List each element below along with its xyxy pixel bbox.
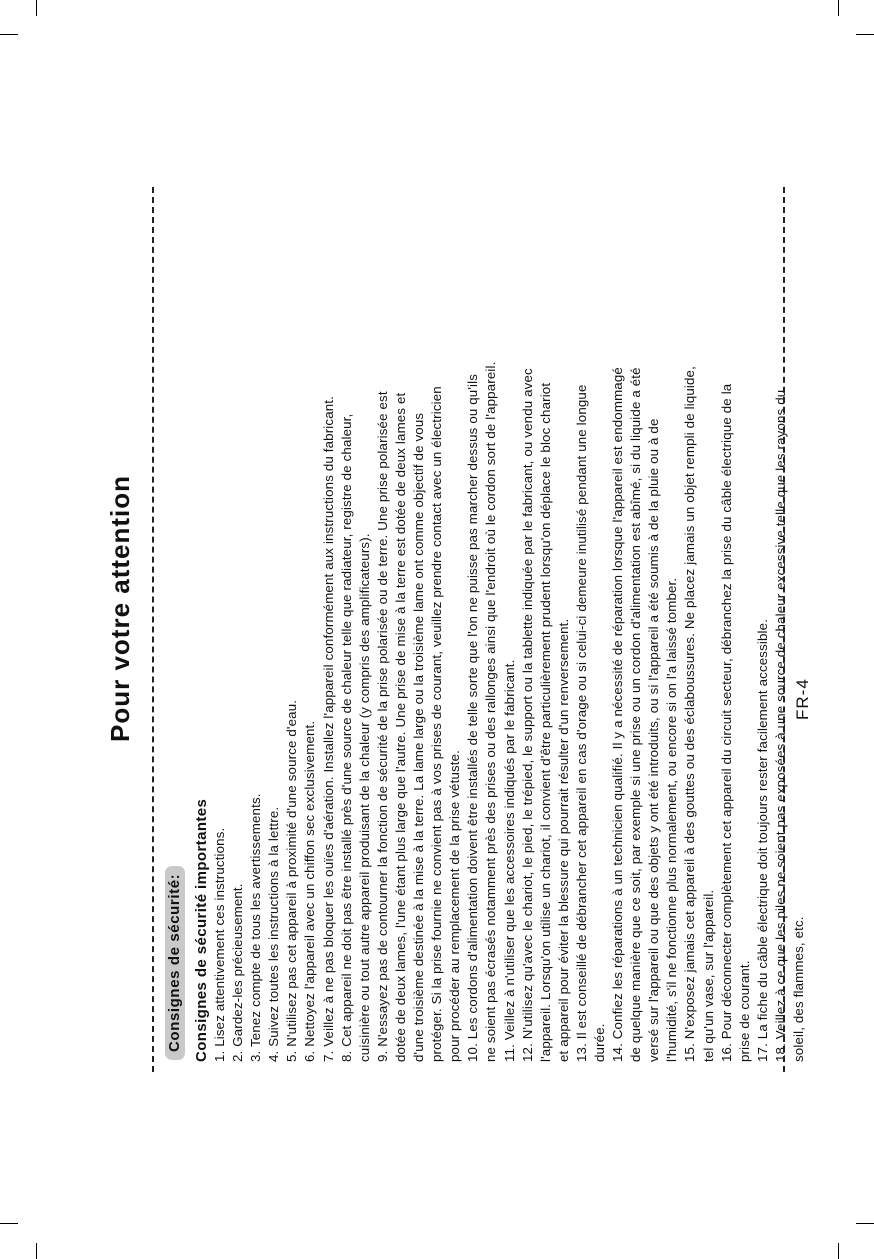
instruction-line: soleil, des flammes, etc.: [791, 916, 806, 1062]
safety-instructions: [193, 192, 808, 1062]
section-label: Consignes de sécurité:: [165, 866, 185, 1060]
crop-mark: [856, 34, 874, 35]
page-title: Pour votre attention: [105, 474, 135, 742]
dashed-divider-bottom: [783, 187, 785, 1072]
instruction-line: d'une troisième destinée à la mise à la terre. La lame large ou la troisième lame ont comme objectif de vous: [411, 412, 427, 1062]
instruction-line: 2. Gardez-les précieusement.: [230, 883, 246, 1062]
crop-mark: [856, 1223, 874, 1224]
instruction-line: durée.: [591, 1023, 607, 1062]
instruction-line: 9. N'essayez pas de contourner la fonction de sécurité de la prise polarisée ou de terre. Une prise polarisée est: [374, 391, 390, 1062]
instruction-line: dotée de deux lames, l'une étant plus large que l'autre. Une prise de mise à la terre est dotée de deux lames et: [392, 392, 408, 1062]
instruction-line: 12. N'utilisez qu'avec le chariot, le pied, le trépied, le support ou la tablette indiquée par le fabricant, ou vendu avec: [519, 368, 535, 1062]
dashed-divider-top: [152, 187, 154, 1072]
instruction-line: l'humidité, s'il ne fonctionne plus normalement, ou encore si on l'a laissé tomber.: [664, 577, 680, 1062]
instruction-line: versé sur l'appareil ou que des objets y ont été introduits, ou si l'appareil a été soumis à de la pluie ou à de: [646, 418, 662, 1062]
instruction-line: 14. Confiez les réparations à un technicien qualifié. Il y a nécessité de réparation lorsque l'appareil est endommagé: [610, 367, 626, 1062]
instruction-line: de quelque manière que ce soit, par exemple si une prise ou un cordon d'alimentation est abîmé, si du liquide a été: [628, 367, 644, 1062]
crop-mark: [36, 1243, 37, 1259]
instruction-line: 16. Pour déconnecter complètement cet appareil du circuit secteur, débranchez la prise du câble électrique de la: [718, 383, 734, 1062]
instruction-line: 5. N'utilisez pas cet appareil à proximité d'une source d'eau.: [284, 699, 300, 1062]
instruction-line: et appareil pour éviter la blessure qui pourrait résulter d'un renversement.: [555, 618, 571, 1062]
instruction-line: prise de courant.: [736, 960, 752, 1062]
instruction-line: 15. N'exposez jamais cet appareil à des gouttes ou des éclaboussures. Ne placez jamais un objet rempli de liquide,: [682, 366, 698, 1062]
crop-mark: [838, 0, 839, 16]
instruction-line: 10. Les cordons d'alimentation doivent être installés de telle sorte que l'on ne puisse pas marcher dessus ou qu'ils: [465, 373, 481, 1062]
instruction-line: 11. Veillez à n'utiliser que les accessoires indiqués par le fabricant.: [501, 659, 517, 1062]
instruction-line: 17. La fiche du câble électrique doit toujours rester facilement accessible.: [754, 618, 770, 1062]
crop-mark: [0, 1223, 18, 1224]
instruction-line: protéger. Si la prise fournie ne convient pas à vos prises de courant, veuillez prendre contact avec un électricien: [429, 386, 445, 1062]
crop-mark: [0, 34, 18, 35]
instruction-line: cuisinière ou tout autre appareil produisant de la chaleur (y compris des amplificateurs).: [356, 533, 372, 1062]
instruction-line: ne soient pas écrasés notamment près des prises ou des rallonges ainsi que l'endroit où le cordon sort de l'appareil.: [483, 361, 499, 1062]
instruction-line: 7. Veillez à ne pas bloquer les ouïes d'aération. Installez l'appareil conformément aux instructions du fabricant.: [320, 396, 336, 1062]
instruction-line: 18. Veillez à ce que les piles ne soient pas exposées à une source de chaleur excessive telle que les rayons du: [772, 389, 788, 1062]
rotated-page: [105, 187, 812, 1072]
instruction-line: 13. Il est conseillé de débrancher cet appareil en cas d'orage ou si celui-ci demeure inutilisé pendant une longue: [573, 384, 589, 1062]
instruction-line: 1. Lisez attentivement ces instructions.: [212, 827, 227, 1062]
instruction-line: 4. Suivez toutes les instructions à la lettre.: [266, 806, 282, 1062]
instructions-list: [211, 192, 808, 1062]
instruction-line: tel qu'un vase, sur l'appareil.: [700, 889, 716, 1062]
instruction-line: 6. Nettoyez l'appareil avec un chiffon sec exclusivement.: [302, 720, 318, 1062]
instruction-line: 3. Tenez compte de tous les avertissements.: [248, 793, 264, 1062]
crop-mark: [36, 0, 37, 16]
instructions-heading: Consignes de sécurité importantes: [193, 798, 210, 1062]
instruction-line: pour procéder au remplacement de la prise vétuste.: [447, 749, 463, 1062]
instruction-line: l'appareil. Lorsqu'on utilise un chariot, il convient d'être particulièrement prudent lorsqu'on déplace le bloc chariot: [537, 382, 553, 1062]
instruction-line: 8. Cet appareil ne doit pas être installé près d'une source de chaleur telle que radiateur, registre de chaleur,: [338, 413, 354, 1062]
page-number: FR-4: [793, 678, 812, 720]
crop-mark: [838, 1243, 839, 1259]
